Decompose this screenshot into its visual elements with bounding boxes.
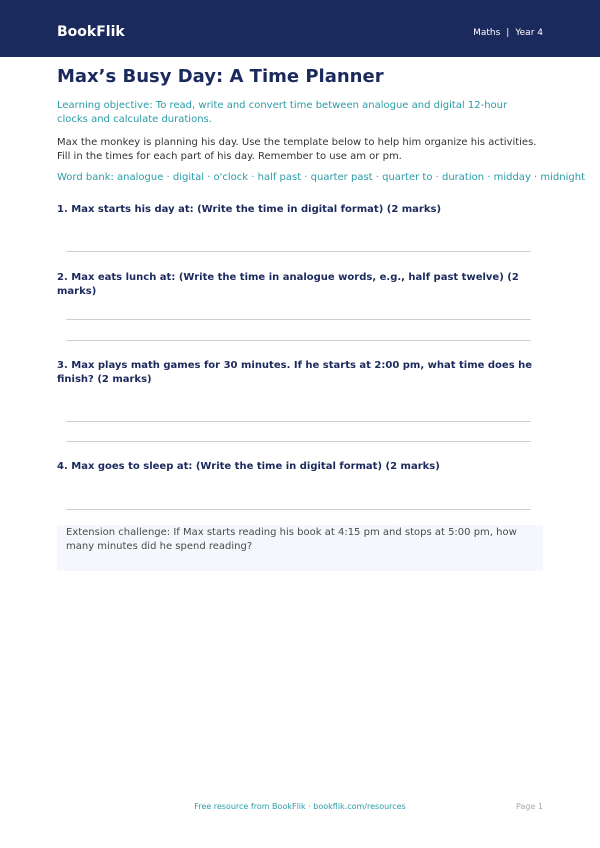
answer-line[interactable] [66,340,531,341]
question-2: 2. Max eats lunch at: (Write the time in analogue words, e.g., half past twelve) (2 marks) [57,272,519,297]
brand-logo[interactable]: BookFlik [57,24,125,40]
learning-objective: Learning objective: To read, write and convert time between analogue and digital 12-hour clocks and calculate durations. [57,100,508,125]
answer-line[interactable] [66,441,531,442]
page-title: Max’s Busy Day: A Time Planner [57,66,384,87]
question-3: 3. Max plays math games for 30 minutes. If he starts at 2:00 pm, what time does he finish? (2 marks) [57,360,533,385]
question-1: 1. Max starts his day at: (Write the time in digital format) (2 marks) [57,204,442,215]
year-label: Year 4 [515,28,543,38]
answer-line[interactable] [66,251,531,252]
extension-box [57,525,543,571]
question-4: 4. Max goes to sleep at: (Write the time in digital format) (2 marks) [57,461,440,472]
page-number: Page 1 [516,802,543,811]
header-meta [473,27,543,39]
header-separator: | [506,28,510,38]
subject-label: Maths [473,28,501,38]
header-bar [0,0,600,57]
footer-link[interactable]: Free resource from BookFlik · bookflik.com/resources [194,802,406,811]
answer-line[interactable] [66,421,531,422]
intro-text: Max the monkey is planning his day. Use the template below to help him organize his activities. Fill in the times for each part of his day. Remember to use am or pm. [57,137,537,162]
extension-challenge: Extension challenge: If Max starts reading his book at 4:15 pm and stops at 5:00 pm, how many minutes did he spend reading? [66,527,517,552]
answer-line[interactable] [66,509,531,510]
answer-line[interactable] [66,319,531,320]
word-bank: Word bank: analogue · digital · o'clock · half past · quarter past · quarter to · duration · midday · midnight [57,172,585,183]
